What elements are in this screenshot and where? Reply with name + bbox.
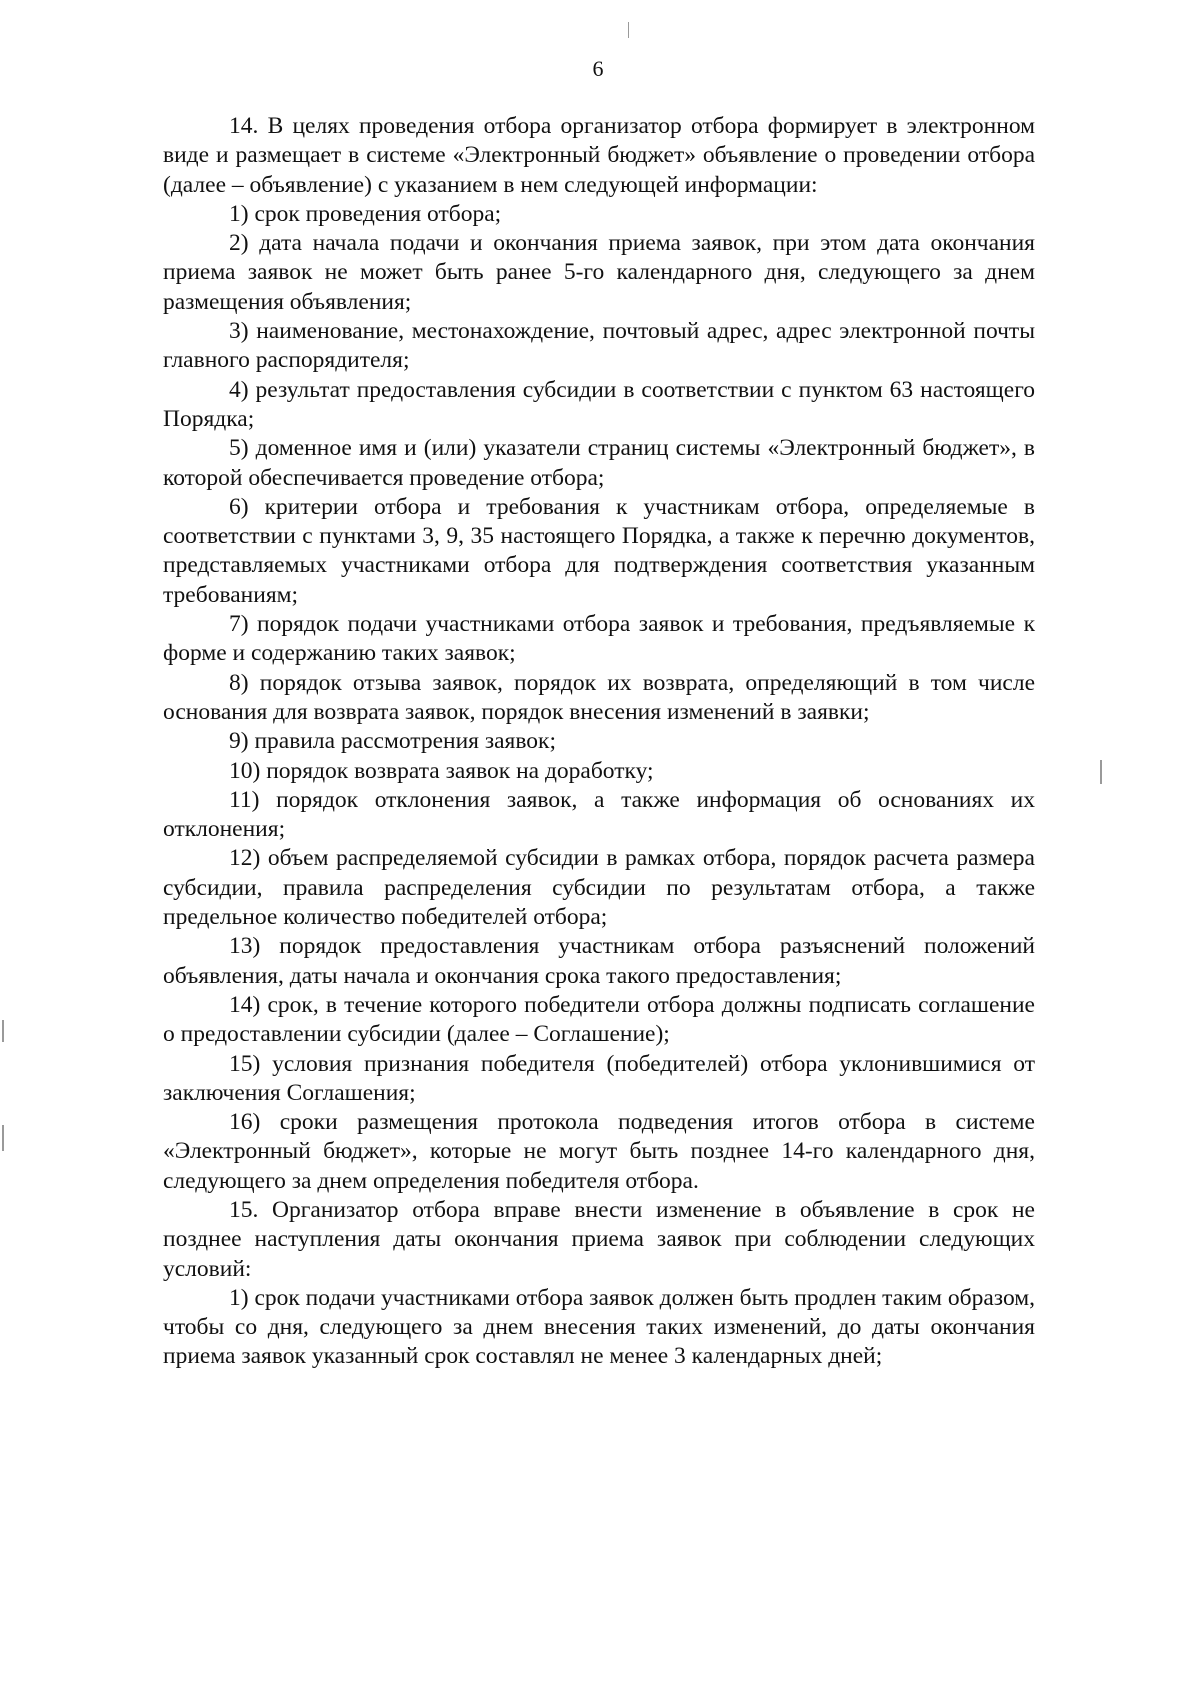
list-item-11: 11) порядок отклонения заявок, а также информация об основаниях их отклонения; [163, 786, 1035, 843]
list-item-5: 5) доменное имя и (или) указатели страниц системы «Электронный бюджет», в которой обеспечивается проведение отбора; [163, 435, 1035, 491]
paragraph-15-item-1: 1) срок подачи участниками отбора заявок должен быть продлен таким образом, чтобы со дня, следующего за днем внесения таких изменений, до даты окончания приема заявок указанный срок составлял не менее 3 календарных дней; [163, 1284, 1035, 1370]
list-item-12: 12) объем распределяемой субсидии в рамках отбора, порядок расчета размера субсидии, правила распределения субсидии по результатам отбора, а также предельное количество победителей отбора; [163, 845, 1035, 931]
list-item-3: 3) наименование, местонахождение, почтовый адрес, адрес электронной почты главного распорядителя; [163, 318, 1035, 374]
list-item-13: 13) порядок предоставления участникам отбора разъяснений положений объявления, даты начала и окончания срока такого предоставления; [163, 933, 1035, 989]
document-body [163, 112, 1035, 1372]
list-item-4: 4) результат предоставления субсидии в соответствии с пунктом 63 настоящего Порядка; [163, 376, 1035, 432]
list-item-9: 9) правила рассмотрения заявок; [229, 728, 556, 755]
list-item-16: 16) сроки размещения протокола подведения итогов отбора в системе «Электронный бюджет», которые не могут быть позднее 14-го календарного дня, следующего за днем определения победителя отбора. [163, 1109, 1035, 1194]
list-item-10: 10) порядок возврата заявок на доработку; [229, 757, 654, 784]
list-item-8: 8) порядок отзыва заявок, порядок их возврата, определяющий в том числе основания для возврата заявок, порядок внесения изменений в заявки; [163, 669, 1035, 725]
page-number: 6 [592, 56, 604, 81]
list-item-7: 7) порядок подачи участниками отбора заявок и требования, предъявляемые к форме и содержанию таких заявок; [163, 611, 1035, 667]
paragraph-15: 15. Организатор отбора вправе внести изменение в объявление в срок не позднее наступления даты окончания приема заявок при соблюдении следующих условий: [163, 1196, 1035, 1282]
list-item-2: 2) дата начала подачи и окончания приема заявок, при этом дата окончания приема заявок не может быть ранее 5-го календарного дня, следующего за днем размещения объявления; [163, 230, 1035, 315]
list-item-14: 14) срок, в течение которого победители отбора должны подписать соглашение о предоставлении субсидии (далее – Соглашение); [163, 991, 1035, 1048]
paragraph-14: 14. В целях проведения отбора организатор отбора формирует в электронном виде и размещает в системе «Электронный бюджет» объявление о проведении отбора (далее – объявление) с указанием в нем следующей информации: [163, 113, 1035, 198]
scan-artifact-left-top [2, 1020, 4, 1042]
scan-artifact-top [628, 22, 629, 38]
list-item-15: 15) условия признания победителя (победителей) отбора уклонившимися от заключения Соглашения; [163, 1050, 1035, 1106]
scan-artifact-right [1100, 760, 1102, 784]
list-item-1: 1) срок проведения отбора; [229, 200, 502, 227]
list-item-6: 6) критерии отбора и требования к участникам отбора, определяемые в соответствии с пунктами 3, 9, 35 настоящего Порядка, а также к перечню документов, представляемых участниками отбора для подтверждения соответствия указанным требованиям; [163, 493, 1035, 608]
scan-artifact-left-bottom [2, 1125, 4, 1151]
